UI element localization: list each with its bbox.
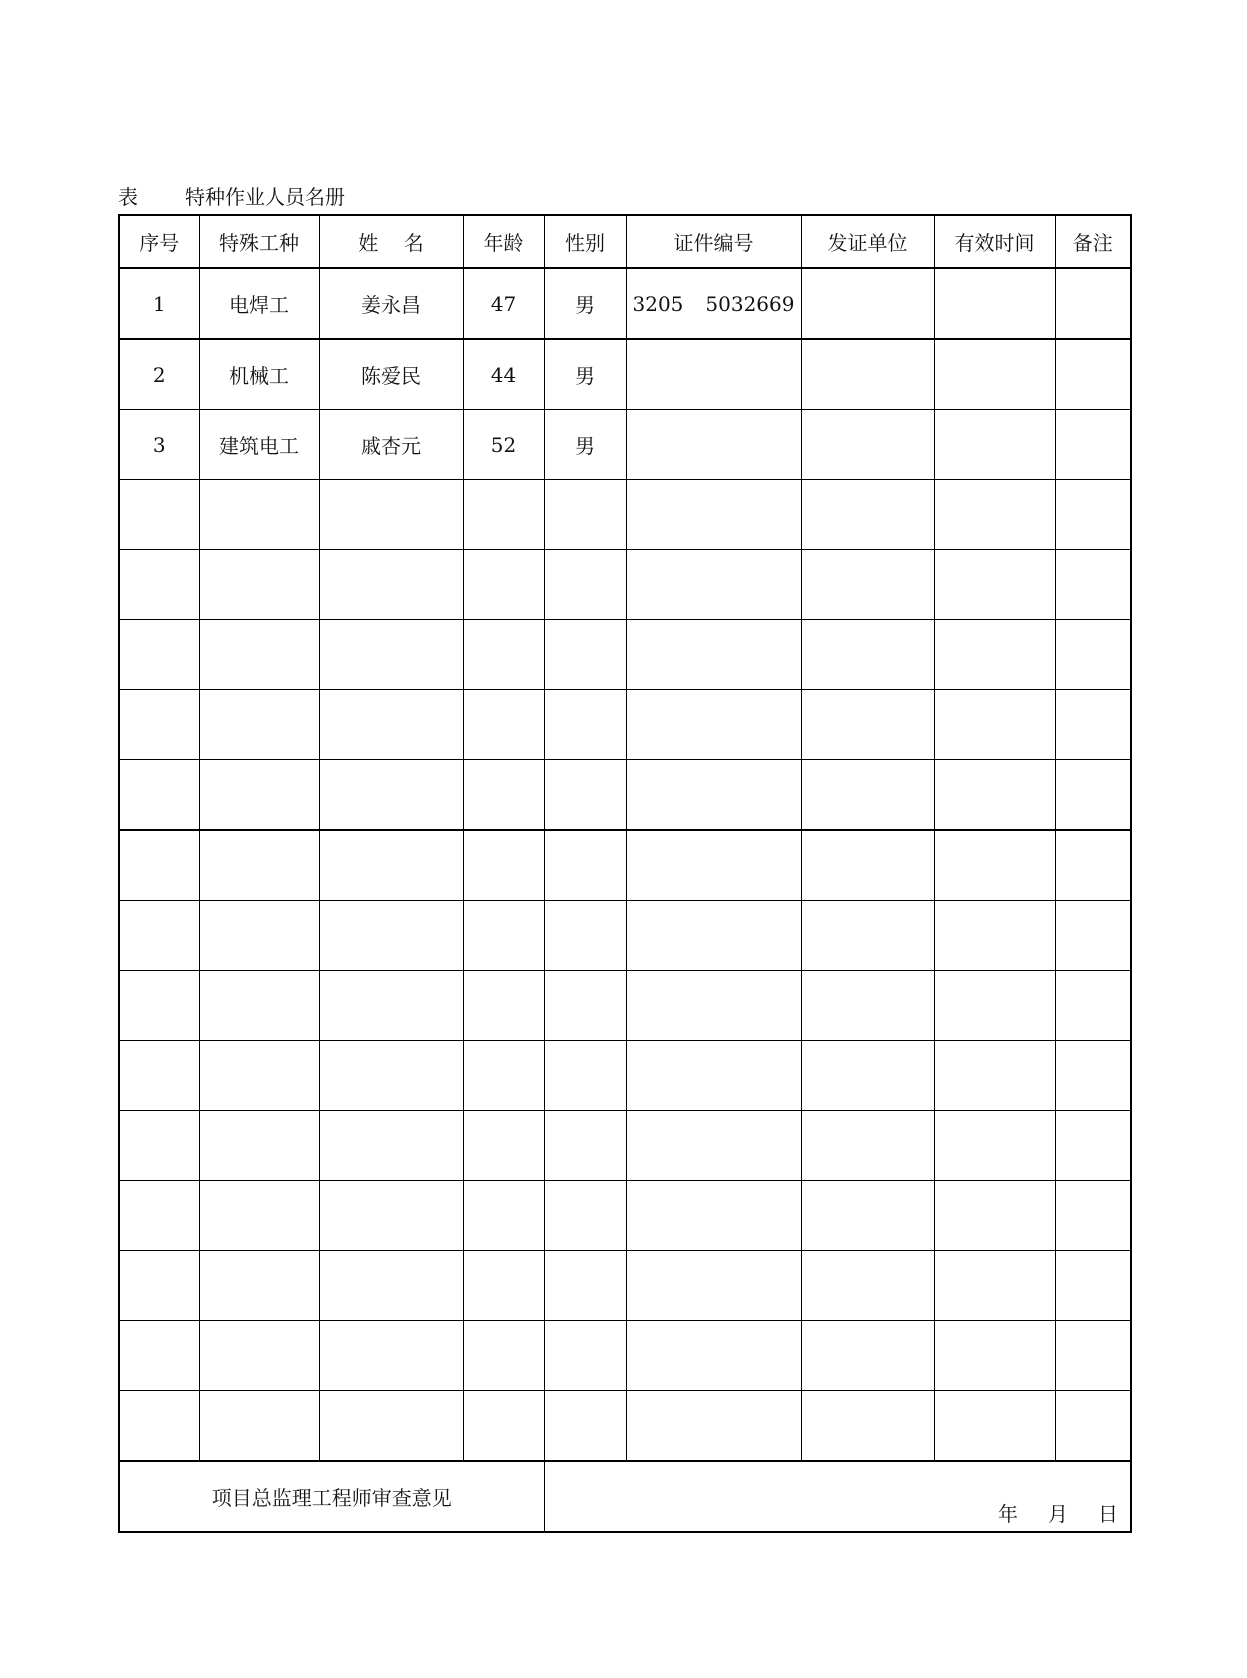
cell-remark[interactable] — [1055, 1321, 1131, 1391]
table-row — [119, 410, 1131, 480]
cell-seq[interactable] — [119, 1041, 199, 1111]
header-valid-period: 有效时间 — [934, 215, 1055, 268]
cell-sex[interactable] — [544, 1391, 626, 1462]
empty-table-row — [119, 971, 1131, 1041]
cell-trade[interactable] — [199, 830, 319, 901]
cell-issuer[interactable] — [801, 620, 934, 690]
cell-remark[interactable] — [1055, 1391, 1131, 1462]
cell-cert-number[interactable] — [626, 971, 801, 1041]
cell-cert-number — [626, 410, 801, 480]
cell-remark — [1055, 410, 1131, 480]
cell-issuer[interactable] — [801, 830, 934, 901]
cell-seq: 3 — [119, 410, 199, 480]
date-month: 月 — [1048, 1502, 1068, 1526]
cell-issuer — [801, 268, 934, 339]
cell-age: 47 — [463, 268, 544, 339]
cell-age[interactable] — [463, 1181, 544, 1251]
cell-trade[interactable] — [199, 550, 319, 620]
cell-sex[interactable] — [544, 1181, 626, 1251]
empty-table-row — [119, 1251, 1131, 1321]
cell-trade[interactable] — [199, 971, 319, 1041]
cell-sex: 男 — [544, 339, 626, 410]
cell-valid-period[interactable] — [934, 760, 1055, 831]
cell-remark[interactable] — [1055, 1111, 1131, 1181]
cell-valid-period — [934, 410, 1055, 480]
cell-trade[interactable] — [199, 1111, 319, 1181]
cell-age[interactable] — [463, 830, 544, 901]
cell-valid-period[interactable] — [934, 1181, 1055, 1251]
empty-table-row — [119, 1041, 1131, 1111]
cell-trade[interactable] — [199, 480, 319, 550]
cell-sex[interactable] — [544, 1041, 626, 1111]
cell-age[interactable] — [463, 550, 544, 620]
header-sex: 性别 — [544, 215, 626, 268]
empty-table-row — [119, 690, 1131, 760]
empty-table-row — [119, 1111, 1131, 1181]
cell-age[interactable] — [463, 1041, 544, 1111]
cell-name[interactable] — [319, 1391, 463, 1462]
review-row — [119, 1461, 1131, 1532]
cell-cert-number[interactable] — [626, 1181, 801, 1251]
empty-table-row — [119, 830, 1131, 901]
cell-valid-period[interactable] — [934, 1251, 1055, 1321]
cell-issuer[interactable] — [801, 1041, 934, 1111]
cell-age[interactable] — [463, 1251, 544, 1321]
cell-cert-number[interactable] — [626, 1251, 801, 1321]
cell-seq: 2 — [119, 339, 199, 410]
cell-trade[interactable] — [199, 901, 319, 971]
table-caption — [118, 185, 345, 209]
cell-seq[interactable] — [119, 1111, 199, 1181]
cell-sex[interactable] — [544, 480, 626, 550]
cell-remark[interactable] — [1055, 1041, 1131, 1111]
cell-valid-period[interactable] — [934, 830, 1055, 901]
cell-seq[interactable] — [119, 690, 199, 760]
cell-sex[interactable] — [544, 690, 626, 760]
cell-sex[interactable] — [544, 830, 626, 901]
cell-cert-number[interactable] — [626, 480, 801, 550]
cell-name: 陈爱民 — [319, 339, 463, 410]
cell-remark[interactable] — [1055, 901, 1131, 971]
cell-age[interactable] — [463, 480, 544, 550]
cell-trade[interactable] — [199, 690, 319, 760]
cell-cert-number[interactable] — [626, 1111, 801, 1181]
cell-valid-period[interactable] — [934, 690, 1055, 760]
cell-sex: 男 — [544, 410, 626, 480]
cell-remark[interactable] — [1055, 971, 1131, 1041]
header-issuer: 发证单位 — [801, 215, 934, 268]
cell-seq[interactable] — [119, 1251, 199, 1321]
cell-trade[interactable] — [199, 760, 319, 831]
cell-name[interactable] — [319, 1041, 463, 1111]
header-trade: 特殊工种 — [199, 215, 319, 268]
cell-trade[interactable] — [199, 1321, 319, 1391]
cell-age[interactable] — [463, 690, 544, 760]
empty-table-row — [119, 620, 1131, 690]
cell-cert-number[interactable] — [626, 550, 801, 620]
cell-valid-period[interactable] — [934, 1111, 1055, 1181]
cell-cert-number[interactable] — [626, 1321, 801, 1391]
table-row — [119, 268, 1131, 339]
cell-cert-number[interactable] — [626, 620, 801, 690]
cell-name[interactable] — [319, 971, 463, 1041]
cert-number-part-a: 3205 — [632, 291, 684, 316]
cell-remark — [1055, 268, 1131, 339]
empty-table-row — [119, 1391, 1131, 1462]
header-remark: 备注 — [1055, 215, 1131, 268]
cell-seq[interactable] — [119, 620, 199, 690]
empty-table-row — [119, 760, 1131, 831]
cell-issuer[interactable] — [801, 1391, 934, 1462]
cell-age[interactable] — [463, 760, 544, 831]
cell-trade: 建筑电工 — [199, 410, 319, 480]
cell-age[interactable] — [463, 1111, 544, 1181]
cell-issuer[interactable] — [801, 1111, 934, 1181]
cell-remark[interactable] — [1055, 1181, 1131, 1251]
cell-issuer — [801, 339, 934, 410]
cell-seq[interactable] — [119, 760, 199, 831]
cell-seq[interactable] — [119, 1391, 199, 1462]
cell-age: 52 — [463, 410, 544, 480]
cell-sex[interactable] — [544, 1111, 626, 1181]
cell-issuer[interactable] — [801, 480, 934, 550]
cell-sex[interactable] — [544, 760, 626, 831]
cell-seq[interactable] — [119, 830, 199, 901]
cell-remark[interactable] — [1055, 690, 1131, 760]
cell-seq[interactable] — [119, 971, 199, 1041]
review-label: 项目总监理工程师审查意见 — [119, 1461, 544, 1532]
cell-seq: 1 — [119, 268, 199, 339]
cell-seq[interactable] — [119, 1181, 199, 1251]
cell-trade[interactable] — [199, 1181, 319, 1251]
cell-name: 戚杏元 — [319, 410, 463, 480]
cell-issuer[interactable] — [801, 901, 934, 971]
empty-table-row — [119, 1321, 1131, 1391]
cell-issuer[interactable] — [801, 971, 934, 1041]
cell-age[interactable] — [463, 620, 544, 690]
cell-age[interactable] — [463, 901, 544, 971]
cell-name[interactable] — [319, 1321, 463, 1391]
cell-age[interactable] — [463, 1391, 544, 1462]
cell-name[interactable] — [319, 1251, 463, 1321]
cell-age[interactable] — [463, 1321, 544, 1391]
cell-name: 姜永昌 — [319, 268, 463, 339]
cell-age: 44 — [463, 339, 544, 410]
cell-issuer[interactable] — [801, 550, 934, 620]
cell-seq[interactable] — [119, 550, 199, 620]
cell-issuer — [801, 410, 934, 480]
cell-name[interactable] — [319, 1181, 463, 1251]
cell-cert-number[interactable] — [626, 1391, 801, 1462]
cell-name[interactable] — [319, 830, 463, 901]
cell-cert-number[interactable] — [626, 690, 801, 760]
header-name: 姓 名 — [319, 215, 463, 268]
cell-cert-number — [626, 268, 801, 339]
cell-seq[interactable] — [119, 901, 199, 971]
caption-prefix: 表 — [118, 185, 138, 209]
cell-remark[interactable] — [1055, 830, 1131, 901]
cell-trade[interactable] — [199, 1391, 319, 1462]
header-cert-number: 证件编号 — [626, 215, 801, 268]
cell-sex[interactable] — [544, 901, 626, 971]
cell-remark[interactable] — [1055, 480, 1131, 550]
roster-body — [119, 268, 1131, 1461]
cell-sex[interactable] — [544, 1321, 626, 1391]
cell-issuer[interactable] — [801, 1181, 934, 1251]
cell-sex: 男 — [544, 268, 626, 339]
cell-valid-period[interactable] — [934, 620, 1055, 690]
cell-name[interactable] — [319, 480, 463, 550]
cell-remark[interactable] — [1055, 620, 1131, 690]
cell-name[interactable] — [319, 901, 463, 971]
special-worker-roster-table — [118, 214, 1132, 1533]
cell-seq[interactable] — [119, 480, 199, 550]
cell-seq[interactable] — [119, 1321, 199, 1391]
cell-remark[interactable] — [1055, 1251, 1131, 1321]
cell-valid-period[interactable] — [934, 901, 1055, 971]
cell-cert-number[interactable] — [626, 760, 801, 831]
empty-table-row — [119, 1181, 1131, 1251]
cell-remark[interactable] — [1055, 760, 1131, 831]
cell-sex[interactable] — [544, 1251, 626, 1321]
cell-remark — [1055, 339, 1131, 410]
cell-cert-number[interactable] — [626, 1041, 801, 1111]
cell-valid-period[interactable] — [934, 480, 1055, 550]
cell-sex[interactable] — [544, 620, 626, 690]
cell-valid-period[interactable] — [934, 550, 1055, 620]
cell-issuer[interactable] — [801, 690, 934, 760]
cell-trade: 电焊工 — [199, 268, 319, 339]
cell-trade[interactable] — [199, 620, 319, 690]
review-date — [998, 1498, 1118, 1527]
cell-valid-period — [934, 339, 1055, 410]
cell-name[interactable] — [319, 1111, 463, 1181]
cell-issuer[interactable] — [801, 760, 934, 831]
date-day: 日 — [1098, 1502, 1118, 1526]
cell-name[interactable] — [319, 690, 463, 760]
table-row — [119, 339, 1131, 410]
cell-trade: 机械工 — [199, 339, 319, 410]
cell-cert-number[interactable] — [626, 830, 801, 901]
cert-number-part-b: 5032669 — [705, 291, 795, 316]
empty-table-row — [119, 550, 1131, 620]
header-seq: 序号 — [119, 215, 199, 268]
review-signature-area[interactable] — [544, 1461, 1131, 1532]
cell-valid-period — [934, 268, 1055, 339]
cell-cert-number[interactable] — [626, 901, 801, 971]
cell-remark[interactable] — [1055, 550, 1131, 620]
cell-issuer[interactable] — [801, 1251, 934, 1321]
date-year: 年 — [998, 1502, 1018, 1526]
cell-valid-period[interactable] — [934, 1391, 1055, 1462]
empty-table-row — [119, 480, 1131, 550]
cell-valid-period[interactable] — [934, 1321, 1055, 1391]
cell-age[interactable] — [463, 971, 544, 1041]
cell-name[interactable] — [319, 550, 463, 620]
cell-name[interactable] — [319, 760, 463, 831]
cell-issuer[interactable] — [801, 1321, 934, 1391]
empty-table-row — [119, 901, 1131, 971]
cell-trade[interactable] — [199, 1251, 319, 1321]
caption-title: 特种作业人员名册 — [185, 185, 345, 209]
cell-valid-period[interactable] — [934, 1041, 1055, 1111]
cell-cert-number — [626, 339, 801, 410]
cell-sex[interactable] — [544, 550, 626, 620]
cell-sex[interactable] — [544, 971, 626, 1041]
header-age: 年龄 — [463, 215, 544, 268]
header-row — [119, 215, 1131, 268]
cell-valid-period[interactable] — [934, 971, 1055, 1041]
cell-name[interactable] — [319, 620, 463, 690]
cell-trade[interactable] — [199, 1041, 319, 1111]
